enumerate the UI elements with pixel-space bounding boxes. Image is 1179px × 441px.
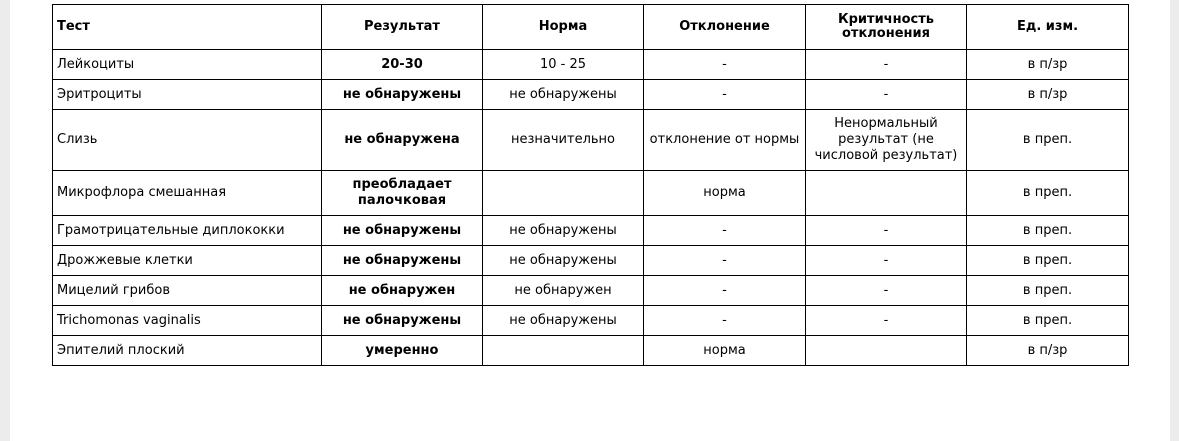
header-test: Тест: [53, 5, 322, 50]
header-unit: Ед. изм.: [967, 5, 1129, 50]
cell-result: не обнаружена: [322, 110, 483, 171]
cell-test: Слизь: [53, 110, 322, 171]
cell-test: Trichomonas vaginalis: [53, 306, 322, 336]
cell-norm: не обнаружены: [483, 306, 644, 336]
header-norm: Норма: [483, 5, 644, 50]
cell-unit: в преп.: [967, 171, 1129, 216]
cell-unit: в преп.: [967, 110, 1129, 171]
cell-deviation: -: [644, 246, 806, 276]
cell-criticality: -: [806, 306, 967, 336]
cell-norm: [483, 171, 644, 216]
table-row: [53, 216, 1129, 246]
cell-deviation: -: [644, 216, 806, 246]
table-row: [53, 336, 1129, 366]
cell-deviation: -: [644, 276, 806, 306]
cell-test: Мицелий грибов: [53, 276, 322, 306]
cell-result: преобладает палочковая: [322, 171, 483, 216]
cell-result: не обнаружен: [322, 276, 483, 306]
cell-norm: не обнаружены: [483, 216, 644, 246]
cell-norm: 10 - 25: [483, 50, 644, 80]
document-page: [10, 0, 1170, 441]
cell-norm: [483, 336, 644, 366]
table-row: [53, 276, 1129, 306]
cell-result: не обнаружены: [322, 306, 483, 336]
cell-test: Лейкоциты: [53, 50, 322, 80]
cell-unit: в преп.: [967, 246, 1129, 276]
header-result: Результат: [322, 5, 483, 50]
cell-result: не обнаружены: [322, 80, 483, 110]
cell-result: не обнаружены: [322, 246, 483, 276]
header-criticality: Критичность отклонения: [806, 5, 967, 50]
cell-criticality: [806, 336, 967, 366]
cell-unit: в преп.: [967, 276, 1129, 306]
cell-norm: не обнаружен: [483, 276, 644, 306]
cell-result: 20-30: [322, 50, 483, 80]
cell-test: Дрожжевые клетки: [53, 246, 322, 276]
cell-unit: в п/зр: [967, 336, 1129, 366]
cell-criticality: -: [806, 246, 967, 276]
cell-deviation: норма: [644, 336, 806, 366]
cell-deviation: -: [644, 306, 806, 336]
table-row: [53, 171, 1129, 216]
cell-norm: не обнаружены: [483, 80, 644, 110]
cell-deviation: -: [644, 80, 806, 110]
cell-test: Эритроциты: [53, 80, 322, 110]
cell-norm: незначительно: [483, 110, 644, 171]
table-row: [53, 50, 1129, 80]
cell-unit: в преп.: [967, 216, 1129, 246]
header-deviation: Отклонение: [644, 5, 806, 50]
table-header-row: [53, 5, 1129, 50]
cell-criticality: Ненормальный результат (не числовой результат): [806, 110, 967, 171]
cell-deviation: норма: [644, 171, 806, 216]
cell-criticality: -: [806, 50, 967, 80]
cell-norm: не обнаружены: [483, 246, 644, 276]
cell-unit: в п/зр: [967, 50, 1129, 80]
cell-criticality: -: [806, 216, 967, 246]
cell-criticality: -: [806, 276, 967, 306]
cell-criticality: -: [806, 80, 967, 110]
cell-criticality: [806, 171, 967, 216]
cell-deviation: отклонение от нормы: [644, 110, 806, 171]
table-row: [53, 246, 1129, 276]
cell-test: Микрофлора смешанная: [53, 171, 322, 216]
cell-test: Грамотрицательные диплококки: [53, 216, 322, 246]
cell-unit: в п/зр: [967, 80, 1129, 110]
table-row: [53, 80, 1129, 110]
table-row: [53, 306, 1129, 336]
cell-result: умеренно: [322, 336, 483, 366]
cell-result: не обнаружены: [322, 216, 483, 246]
lab-results-table: [52, 4, 1129, 366]
cell-test: Эпителий плоский: [53, 336, 322, 366]
cell-unit: в преп.: [967, 306, 1129, 336]
table-row: [53, 110, 1129, 171]
cell-deviation: -: [644, 50, 806, 80]
